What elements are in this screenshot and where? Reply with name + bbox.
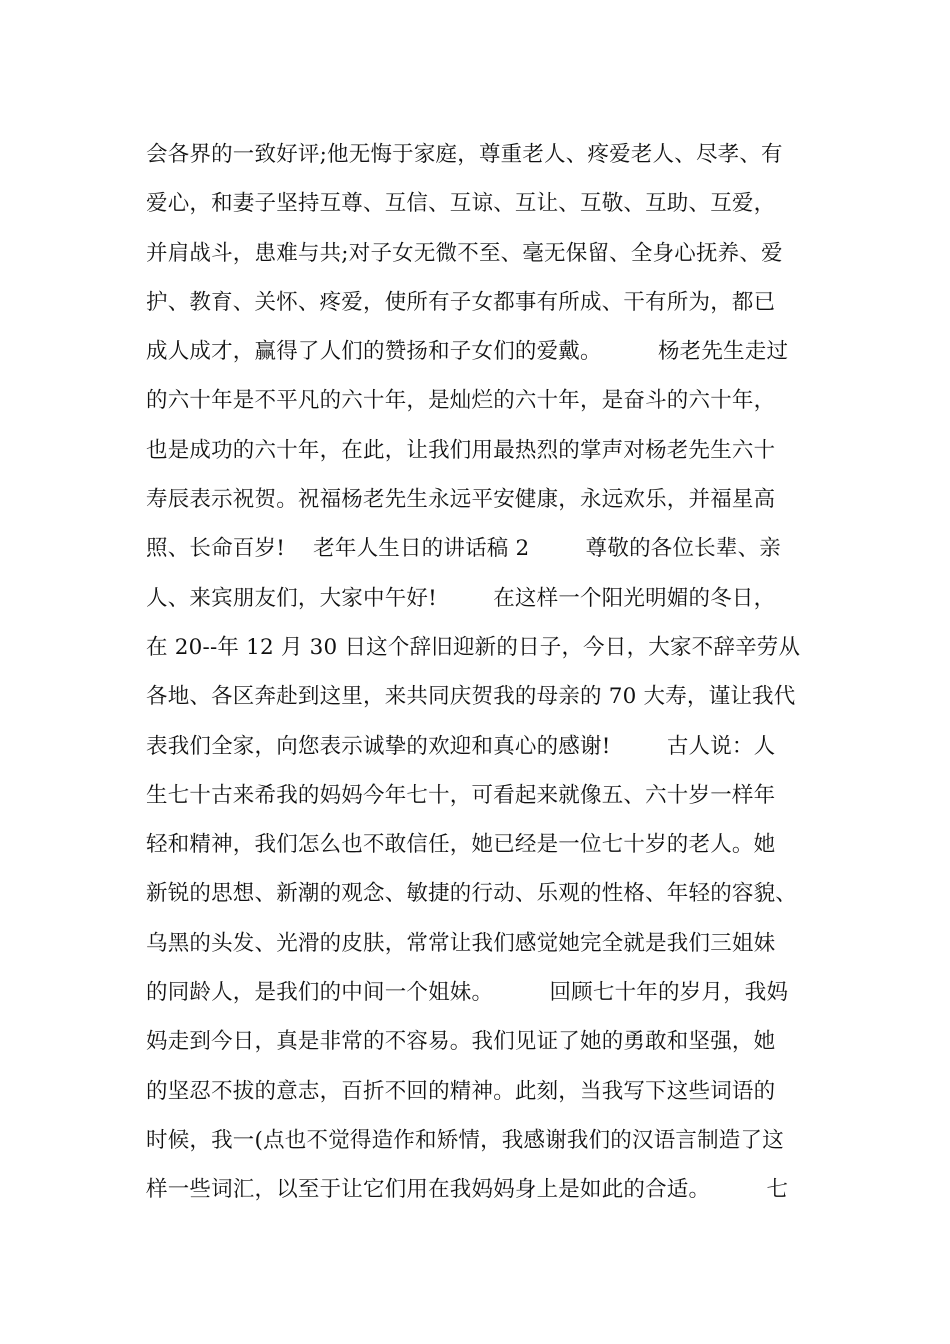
- text-line: 爱心，和妻子坚持互尊、互信、互谅、互让、互敬、互助、互爱，: [146, 191, 776, 217]
- body-text: [146, 130, 826, 1215]
- text-line: 也是成功的六十年，在此，让我们用最热烈的掌声对杨老先生六十: [146, 437, 776, 463]
- text-line: 会各界的一致好评;他无悔于家庭，尊重老人、疼爱老人、尽孝、有: [146, 142, 783, 167]
- text-line: 乌黑的头发、光滑的皮肤，常常让我们感觉她完全就是我们三姐妹: [146, 930, 776, 956]
- text-line: 照、长命百岁! 老年人生日的讲话稿 2 尊敬的各位长辈、亲: [146, 536, 781, 562]
- text-line: 样一些词汇，以至于让它们用在我妈妈身上是如此的合适。 七: [146, 1177, 789, 1203]
- text-line: 成人成才，赢得了人们的赞扬和子女们的爱戴。 杨老先生走过: [146, 339, 789, 365]
- text-line: 人、来宾朋友们，大家中午好! 在这样一个阳光明媚的冬日，: [146, 585, 776, 611]
- text-line: 妈走到今日，真是非常的不容易。我们见证了她的勇敢和坚强，她: [146, 1029, 776, 1055]
- text-line: 护、教育、关怀、疼爱，使所有子女都事有所成、干有所为，都已: [146, 289, 776, 315]
- text-line: 生七十古来希我的妈妈今年七十，可看起来就像五、六十岁一样年: [146, 782, 776, 808]
- text-line: 在 20--年 12 月 30 日这个辞旧迎新的日子，今日，大家不辞辛劳从: [146, 634, 801, 660]
- text-line: 表我们全家，向您表示诚挚的欢迎和真心的感谢! 古人说：人: [146, 733, 776, 759]
- text-line: 各地、各区奔赴到这里，来共同庆贺我的母亲的 70 大寿，谨让我代: [146, 684, 796, 710]
- text-line: 的坚忍不拔的意志，百折不回的精神。此刻，当我写下这些词语的: [146, 1078, 776, 1104]
- text-line: 的同龄人，是我们的中间一个姐妹。 回顾七十年的岁月，我妈: [146, 980, 789, 1006]
- text-line: 寿辰表示祝贺。祝福杨老先生永远平安健康，永远欢乐，并福星高: [146, 487, 776, 513]
- text-line: 并肩战斗，患难与共;对子女无微不至、毫无保留、全身心抚养、爱: [146, 240, 783, 266]
- text-line: 时候，我一(点也不觉得造作和矫情，我感谢我们的汉语言制造了这: [146, 1127, 784, 1153]
- text-line: 轻和精神，我们怎么也不敢信任，她已经是一位七十岁的老人。她: [146, 832, 776, 858]
- text-line: 新锐的思想、新潮的观念、敏捷的行动、乐观的性格、年轻的容貌、: [146, 881, 798, 907]
- text-line: 的六十年是不平凡的六十年，是灿烂的六十年，是奋斗的六十年，: [146, 388, 776, 414]
